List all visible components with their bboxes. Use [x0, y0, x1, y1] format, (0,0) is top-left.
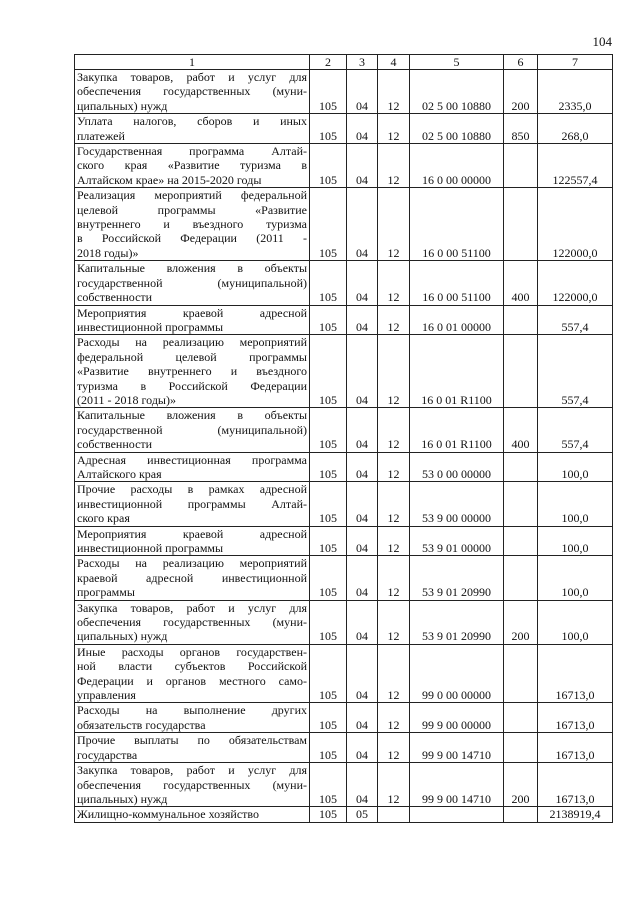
header-col-4: 4: [378, 55, 410, 70]
description-line: Прочие выплаты по обязательствам: [77, 733, 307, 748]
row-description: [75, 452, 310, 482]
subsection-code: 05: [347, 807, 378, 822]
target-article-code: 16 0 00 51100: [410, 188, 504, 261]
description-line: платежей: [77, 128, 125, 143]
row-description: [75, 482, 310, 526]
amount: 557,4: [538, 305, 613, 335]
section-code: 105: [310, 526, 347, 556]
target-article-code: 99 0 00 00000: [410, 644, 504, 703]
description-line: обеспечения государственных (муни-: [77, 84, 307, 99]
description-line: обеспечения государственных (муни-: [77, 777, 307, 792]
description-line: Капитальные вложения в объекты: [77, 408, 307, 423]
amount: 16713,0: [538, 733, 613, 763]
table-row: [75, 335, 613, 408]
header-col-5: 5: [410, 55, 504, 70]
amount: 268,0: [538, 114, 613, 144]
row-description: [75, 763, 310, 807]
expense-type-code: [504, 452, 538, 482]
description-line: Закупка товаров, работ и услуг для: [77, 70, 307, 84]
subsection-code: 04: [347, 70, 378, 114]
description-line: Мероприятия краевой адресной: [77, 526, 307, 541]
table-row: [75, 70, 613, 114]
description-line: «Развитие внутреннего и въездного: [77, 364, 307, 379]
row-description: [75, 144, 310, 188]
description-line: Реализация мероприятий федеральной: [77, 188, 307, 203]
description-line: программы: [77, 585, 135, 600]
table-row: [75, 807, 613, 822]
expense-type-code: [504, 335, 538, 408]
description-line: в Российской Федерации (2011 -: [77, 231, 307, 246]
target-article-code: 16 0 01 R1100: [410, 408, 504, 452]
section-code: 105: [310, 70, 347, 114]
subsection-code-2: 12: [378, 733, 410, 763]
description-line: 2018 годы)»: [77, 245, 139, 260]
row-description: [75, 335, 310, 408]
description-line: обеспечения государственных (муни-: [77, 615, 307, 630]
target-article-code: 16 0 00 51100: [410, 261, 504, 305]
section-code: 105: [310, 644, 347, 703]
expense-type-code: 200: [504, 600, 538, 644]
description-line: Государственная программа Алтай-: [77, 144, 307, 159]
target-article-code: 53 0 00 00000: [410, 452, 504, 482]
row-description: [75, 70, 310, 114]
subsection-code-2: 12: [378, 452, 410, 482]
target-article-code: 99 9 00 14710: [410, 763, 504, 807]
header-col-2: 2: [310, 55, 347, 70]
header-col-3: 3: [347, 55, 378, 70]
subsection-code-2: 12: [378, 763, 410, 807]
subsection-code-2: 12: [378, 556, 410, 600]
description-line: Жилищно-коммунальное хозяйство: [77, 807, 260, 822]
subsection-code: 04: [347, 335, 378, 408]
section-code: 105: [310, 807, 347, 822]
target-article-code: 53 9 01 00000: [410, 526, 504, 556]
table-body: [75, 70, 613, 823]
subsection-code: 04: [347, 408, 378, 452]
subsection-code-2: 12: [378, 70, 410, 114]
amount: 100,0: [538, 526, 613, 556]
description-line: Расходы на выполнение других: [77, 703, 307, 718]
table-row: [75, 556, 613, 600]
expense-type-code: 850: [504, 114, 538, 144]
section-code: 105: [310, 144, 347, 188]
description-line: федеральной целевой программы: [77, 349, 307, 364]
target-article-code: [410, 807, 504, 822]
table-row: [75, 763, 613, 807]
target-article-code: 16 0 00 00000: [410, 144, 504, 188]
subsection-code: 04: [347, 305, 378, 335]
amount: 100,0: [538, 600, 613, 644]
table-row: [75, 114, 613, 144]
subsection-code: 04: [347, 644, 378, 703]
expense-type-code: [504, 644, 538, 703]
subsection-code-2: 12: [378, 114, 410, 144]
table-row: [75, 703, 613, 733]
target-article-code: 02 5 00 10880: [410, 70, 504, 114]
section-code: 105: [310, 733, 347, 763]
description-line: собственности: [77, 290, 153, 305]
expense-type-code: [504, 526, 538, 556]
section-code: 105: [310, 763, 347, 807]
description-line: Закупка товаров, работ и услуг для: [77, 600, 307, 615]
amount: 557,4: [538, 335, 613, 408]
subsection-code: 04: [347, 763, 378, 807]
description-line: Алтайском крае» на 2015-2020 годы: [77, 172, 262, 187]
table-row: [75, 644, 613, 703]
amount: 122000,0: [538, 188, 613, 261]
section-code: 105: [310, 556, 347, 600]
subsection-code: 04: [347, 452, 378, 482]
description-line: Адресная инвестиционная программа: [77, 452, 307, 467]
expense-type-code: 200: [504, 763, 538, 807]
target-article-code: 16 0 01 00000: [410, 305, 504, 335]
row-description: [75, 305, 310, 335]
subsection-code: 04: [347, 144, 378, 188]
description-line: Закупка товаров, работ и услуг для: [77, 763, 307, 778]
table-row: [75, 408, 613, 452]
section-code: 105: [310, 335, 347, 408]
row-description: [75, 600, 310, 644]
subsection-code-2: 12: [378, 703, 410, 733]
table-row: [75, 261, 613, 305]
subsection-code: 04: [347, 261, 378, 305]
section-code: 105: [310, 261, 347, 305]
description-line: внутреннего и въездного туризма: [77, 217, 307, 232]
table-row: [75, 482, 613, 526]
subsection-code: 04: [347, 600, 378, 644]
subsection-code-2: 12: [378, 482, 410, 526]
expense-type-code: [504, 703, 538, 733]
table-row: [75, 188, 613, 261]
row-description: [75, 188, 310, 261]
expense-type-code: [504, 188, 538, 261]
subsection-code: 04: [347, 703, 378, 733]
description-line: Уплата налогов, сборов и иных: [77, 114, 307, 129]
description-line: государства: [77, 747, 138, 762]
description-line: Расходы на реализацию мероприятий: [77, 556, 307, 571]
description-line: ципальных) нужд: [77, 629, 168, 644]
section-code: 105: [310, 600, 347, 644]
description-line: ского края «Развитие туризма в: [77, 158, 307, 173]
description-line: государственной (муниципальной): [77, 422, 307, 437]
target-article-code: 02 5 00 10880: [410, 114, 504, 144]
description-line: Капитальные вложения в объекты: [77, 261, 307, 276]
amount: 122000,0: [538, 261, 613, 305]
expense-type-code: 400: [504, 408, 538, 452]
description-line: инвестиционной программы: [77, 319, 224, 334]
description-line: Расходы на реализацию мероприятий: [77, 335, 307, 350]
amount: 2335,0: [538, 70, 613, 114]
header-col-7: 7: [538, 55, 613, 70]
amount: 16713,0: [538, 703, 613, 733]
description-line: Иные расходы органов государствен-: [77, 644, 307, 659]
table-row: [75, 733, 613, 763]
expense-type-code: [504, 807, 538, 822]
description-line: (2011 - 2018 годы)»: [77, 392, 176, 407]
description-line: ной власти субъектов Российской: [77, 659, 307, 674]
table-row: [75, 452, 613, 482]
subsection-code-2: 12: [378, 408, 410, 452]
row-description: [75, 733, 310, 763]
description-line: Мероприятия краевой адресной: [77, 305, 307, 320]
subsection-code-2: 12: [378, 305, 410, 335]
description-line: собственности: [77, 437, 153, 452]
amount: 100,0: [538, 482, 613, 526]
budget-table: [74, 54, 613, 823]
target-article-code: 99 9 00 00000: [410, 703, 504, 733]
subsection-code-2: 12: [378, 526, 410, 556]
section-code: 105: [310, 305, 347, 335]
row-description: [75, 408, 310, 452]
description-line: управления: [77, 688, 136, 703]
subsection-code-2: 12: [378, 600, 410, 644]
row-description: [75, 807, 310, 822]
subsection-code-2: 12: [378, 188, 410, 261]
amount: 122557,4: [538, 144, 613, 188]
page-number: 104: [592, 34, 612, 49]
subsection-code-2: [378, 807, 410, 822]
description-line: краевой адресной инвестиционной: [77, 570, 307, 585]
table-row: [75, 144, 613, 188]
subsection-code-2: 12: [378, 144, 410, 188]
amount: 16713,0: [538, 763, 613, 807]
description-line: государственной (муниципальной): [77, 275, 307, 290]
target-article-code: 53 9 01 20990: [410, 600, 504, 644]
table-row: [75, 526, 613, 556]
description-line: ского края: [77, 511, 130, 526]
section-code: 105: [310, 482, 347, 526]
section-code: 105: [310, 188, 347, 261]
subsection-code: 04: [347, 526, 378, 556]
description-line: ципальных) нужд: [77, 791, 168, 806]
expense-type-code: [504, 144, 538, 188]
amount: 100,0: [538, 452, 613, 482]
expense-type-code: [504, 733, 538, 763]
amount: 2138919,4: [538, 807, 613, 822]
subsection-code: 04: [347, 482, 378, 526]
expense-type-code: [504, 556, 538, 600]
table-row: [75, 600, 613, 644]
header-col-1: 1: [75, 55, 310, 70]
expense-type-code: [504, 482, 538, 526]
subsection-code: 04: [347, 188, 378, 261]
subsection-code: 04: [347, 556, 378, 600]
description-line: Прочие расходы в рамках адресной: [77, 482, 307, 497]
subsection-code: 04: [347, 114, 378, 144]
header-col-6: 6: [504, 55, 538, 70]
subsection-code-2: 12: [378, 335, 410, 408]
row-description: [75, 556, 310, 600]
target-article-code: 16 0 01 R1100: [410, 335, 504, 408]
description-line: целевой программы «Развитие: [77, 202, 307, 217]
description-line: туризма в Российской Федерации: [77, 378, 307, 393]
amount: 557,4: [538, 408, 613, 452]
subsection-code-2: 12: [378, 261, 410, 305]
expense-type-code: 200: [504, 70, 538, 114]
amount: 16713,0: [538, 644, 613, 703]
section-code: 105: [310, 114, 347, 144]
expense-type-code: [504, 305, 538, 335]
table-row: [75, 305, 613, 335]
description-line: ципальных) нужд: [77, 98, 168, 113]
row-description: [75, 526, 310, 556]
target-article-code: 53 9 01 20990: [410, 556, 504, 600]
row-description: [75, 261, 310, 305]
section-code: 105: [310, 452, 347, 482]
description-line: обязательств государства: [77, 717, 206, 732]
description-line: Алтайского края: [77, 466, 162, 481]
row-description: [75, 703, 310, 733]
row-description: [75, 114, 310, 144]
subsection-code-2: 12: [378, 644, 410, 703]
row-description: [75, 644, 310, 703]
description-line: инвестиционной программы Алтай-: [77, 496, 307, 511]
description-line: Федерации и органов местного само-: [77, 673, 307, 688]
section-code: 105: [310, 703, 347, 733]
expense-type-code: 400: [504, 261, 538, 305]
description-line: инвестиционной программы: [77, 541, 224, 555]
header-row: [75, 55, 613, 70]
target-article-code: 53 9 00 00000: [410, 482, 504, 526]
target-article-code: 99 9 00 14710: [410, 733, 504, 763]
amount: 100,0: [538, 556, 613, 600]
section-code: 105: [310, 408, 347, 452]
subsection-code: 04: [347, 733, 378, 763]
